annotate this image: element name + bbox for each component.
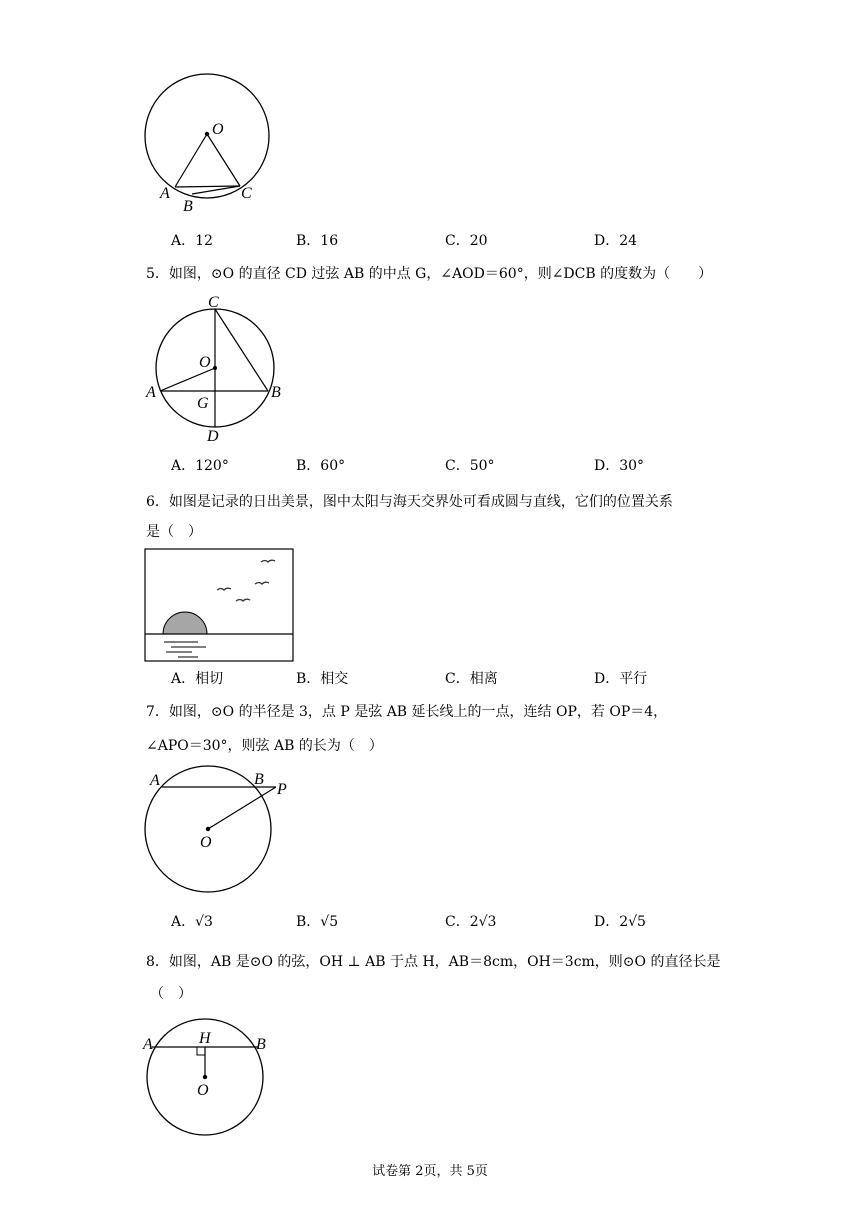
- q4-option-d[interactable]: D．24: [594, 233, 638, 249]
- q5-label-b: B: [271, 384, 281, 401]
- q5-label-g: G: [197, 395, 209, 412]
- page-footer: 试卷第 2页，共 5页: [372, 1164, 488, 1179]
- q7-label-o: O: [200, 834, 212, 851]
- q8-label-o: O: [197, 1082, 209, 1099]
- q5-label-c: C: [208, 294, 219, 311]
- q5-label-a: A: [146, 384, 156, 401]
- q6-option-c[interactable]: C．相离: [445, 671, 498, 687]
- q5-option-a[interactable]: A．120°: [171, 458, 229, 474]
- q6-option-b[interactable]: B．相交: [296, 671, 349, 687]
- q7-label-p: P: [277, 781, 287, 798]
- q5-figure: [138, 290, 298, 450]
- q8-label-b: B: [256, 1036, 266, 1053]
- q6-question-line2: 是（ ）: [146, 524, 202, 540]
- q6-frame: [145, 549, 293, 661]
- q5-option-b[interactable]: B．60°: [296, 458, 346, 474]
- q4-center-point: [205, 132, 209, 136]
- q7-option-a[interactable]: A．√3: [171, 914, 213, 930]
- q4-label-b: B: [183, 198, 193, 215]
- q8-question-line1: 8．如图，AB 是⊙O 的弦，OH ⊥ AB 于点 H，AB＝8cm，OH＝3cm，则⊙O 的直径长是: [146, 954, 721, 970]
- q7-figure: [138, 764, 298, 900]
- q7-option-b[interactable]: B．√5: [296, 914, 339, 930]
- q5-option-d[interactable]: D．30°: [594, 458, 645, 474]
- q7-option-c[interactable]: C．2√3: [445, 914, 497, 930]
- q6-question-line1: 6．如图是记录的日出美景，图中太阳与海天交界处可看成圆与直线，它们的位置关系: [146, 494, 673, 510]
- q4-chord-ac: [175, 186, 240, 187]
- q6-option-d[interactable]: D．平行: [594, 671, 648, 687]
- q8-center-point: [203, 1075, 207, 1079]
- q5-segment-ao: [160, 368, 215, 391]
- q7-question-line2: ∠APO＝30°，则弦 AB 的长为（ ）: [146, 738, 383, 754]
- q5-segment-cb: [215, 309, 268, 391]
- q7-question-line1: 7．如图，⊙O 的半径是 3，点 P 是弦 AB 延长线上的一点，连结 OP，若 OP＝4，: [146, 704, 668, 720]
- q7-center-point: [206, 827, 210, 831]
- q4-segment-oc: [207, 134, 240, 186]
- q6-option-a[interactable]: A．相切: [171, 671, 224, 687]
- q4-label-c: C: [241, 185, 252, 202]
- q5-label-d: D: [207, 428, 219, 445]
- q7-segment-op: [208, 787, 276, 829]
- q8-label-h: H: [199, 1030, 211, 1047]
- q7-option-d[interactable]: D．2√5: [594, 914, 646, 930]
- q5-label-o: O: [199, 354, 211, 371]
- q7-label-b: B: [254, 771, 264, 788]
- q4-option-a[interactable]: A．12: [171, 233, 213, 249]
- q4-label-a: A: [160, 185, 170, 202]
- q8-question-line2: （ ）: [150, 986, 192, 1002]
- q5-option-c[interactable]: C．50°: [445, 458, 495, 474]
- q7-label-a: A: [150, 772, 160, 789]
- q8-label-a: A: [143, 1036, 153, 1053]
- q4-label-o: O: [212, 121, 224, 138]
- q4-option-b[interactable]: B．16: [296, 233, 339, 249]
- q4-figure: [130, 60, 290, 220]
- q8-figure: [138, 1010, 278, 1140]
- q6-sunrise-figure: [144, 548, 296, 664]
- q5-question: 5．如图，⊙O 的直径 CD 过弦 AB 的中点 G，∠AOD＝60°，则∠DCB 的度数为（ ）: [146, 266, 713, 282]
- q5-center-point: [213, 366, 217, 370]
- q8-right-angle-mark: [197, 1047, 205, 1055]
- q4-option-c[interactable]: C．20: [445, 233, 488, 249]
- q4-segment-oa: [175, 134, 207, 187]
